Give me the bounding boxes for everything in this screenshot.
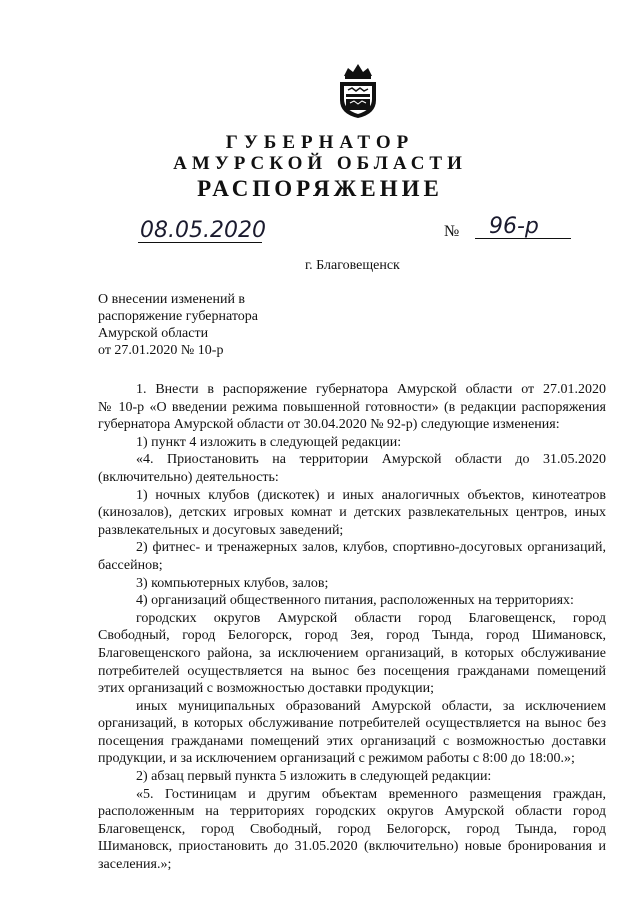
governor-title: ГУБЕРНАТОР [225,132,415,153]
body-line: 3) компьютерных клубов, залов; [136,575,329,591]
body-line: бассейнов; [98,557,163,573]
issue-city: г. Благовещенск [305,258,400,273]
body-line: городских округов Амурской области город Благовещенск, город [136,610,606,626]
body-line: Свободный, город Белогорск, город Зея, город Тында, город Шимановск, [98,628,606,644]
body-line: 1) пункт 4 изложить в следующей редакции: [136,434,402,450]
document-body [98,381,606,874]
number-label: № [444,223,460,240]
body-line: 2) абзац первый пункта 5 изложить в следующей редакции: [136,769,492,785]
body-line: Благовещенск, город Свободный, город Белогорск, город Тында, город [98,821,606,837]
body-line: этих организаций с возможностью доставки продукции; [98,681,435,697]
subject-line: Амурской области [98,326,209,341]
document-date: 08.05.2020 [140,218,266,243]
body-line: 1) ночных клубов (дискотек) и иных аналогичных объектов, кинотеатров [136,487,606,503]
body-line: 2) фитнес- и тренажерных залов, клубов, спортивно-досуговых организаций, [136,540,606,556]
body-line: «5. Гостиницам и другим объектам временного размещения граждан, [136,786,606,802]
body-line: Шимановск, приостановить до 31.05.2020 (включительно) новые бронирования и [98,839,606,855]
subject-line: от 27.01.2020 № 10-р [98,343,224,358]
body-line: губернатора Амурской области от 30.04.2020 № 92-р) следующие изменения: [98,417,560,433]
body-line: «4. Приостановить на территории Амурской области до 31.05.2020 [136,452,606,468]
body-line: Благовещенского района, за исключением организаций, в которых обслуживание [98,645,606,661]
body-line: 4) организаций общественного питания, расположенных на территориях: [136,593,574,609]
body-line: продукции, и за исключением организаций с режимом работы с 8:00 до 18:00.»; [98,751,575,767]
body-line: (включительно) деятельность: [98,469,279,485]
body-line: (кинозалов), детских игровых комнат и детских развлекательных центров, иных [98,505,606,521]
body-line: организаций, в которых обслуживание потребителей осуществляется на вынос без [98,716,606,732]
body-line: посещения гражданами помещений этих организаций с возможностью доставки [98,733,606,749]
document-type-title: РАСПОРЯЖЕНИЕ [197,176,443,201]
subject-line: О внесении изменений в [98,292,246,307]
body-line: расположенным на территориях городских округов Амурской области город [98,804,606,820]
coat-of-arms-icon [336,58,380,120]
body-line: 1. Внести в распоряжение губернатора Амурской области от 27.01.2020 [136,382,606,397]
body-line: заселения.»; [98,857,172,873]
document-subject [98,291,258,359]
subject-line: распоряжение губернатора [98,309,258,324]
region-title: АМУРСКОЙ ОБЛАСТИ [173,153,467,174]
body-line: потребителей осуществляется на вынос без посещения гражданами помещений [98,663,606,679]
document-number: 96-р [475,216,571,239]
body-line: развлекательных и досуговых заведений; [98,522,344,538]
body-line: № 10-р «О введении режима повышенной готовности» (в редакции распоряжения [98,399,606,415]
body-line: иных муниципальных образований Амурской области, за исключением [136,698,606,714]
